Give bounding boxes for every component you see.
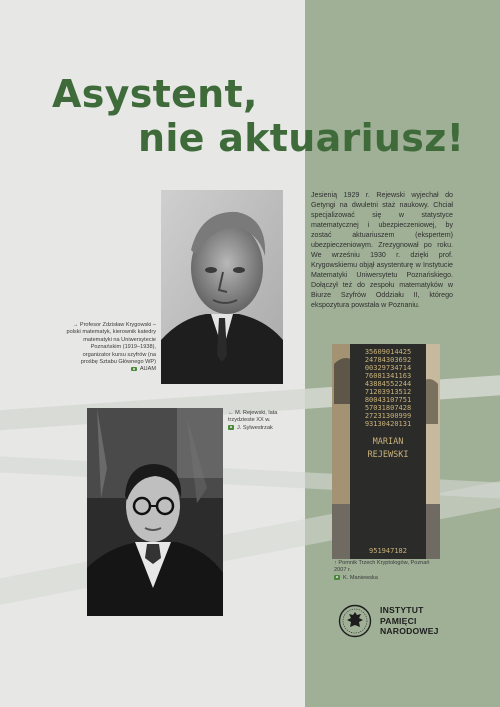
camera-icon [131, 367, 137, 372]
rejewski-portrait-image [87, 408, 223, 616]
eagle-emblem-icon [338, 604, 372, 638]
monument-digit-row: 00329734714 [364, 364, 412, 372]
krygowski-portrait-image [161, 190, 283, 384]
krygowski-caption [64, 322, 156, 374]
krygowski-credit: AUAM [139, 366, 156, 373]
rejewski-credit: J. Sylwestrzak [237, 424, 273, 431]
krygowski-caption-text: → Profesor Zdzisław Krygowski – polski matematyk, kierownik katedry matematyki na Uniwersytecie Poznańskim (1919–1938), organizator kursu szyfrów (na prośbę Sztabu Głównego WP) [66, 322, 156, 366]
monument-digit-row: 76081341163 [364, 372, 412, 380]
monument-digit-row: 43884552244 [364, 380, 412, 388]
body-paragraph: Jesienią 1929 r. Rejewski wyjechał do Getyngi na dwuletni staż naukowy. Chciał specjalizować się w statystyce matematycznej i ubezpieczeniowej, by zostać aktuariuszem (ekspertem) ubezpieczeniowym. Zrezygnował po roku. We wrześniu 1930 r. dzięki prof. Krygowskiemu objął asystenturę w Instytucie Matematyki Uniwersytetu Poznańskiego. Dołączył też do zespołu matematyków w Biurze Szyfrów Oddziału II, którego ekspozytura powstała w Poznaniu. [311, 191, 453, 309]
rejewski-caption-text: ← M. Rejewski, lata trzydzieste XX w. [228, 410, 278, 424]
monument-bottom-digits: 951947182 [369, 547, 407, 555]
camera-icon [334, 575, 340, 580]
monument-digit-row: 35609014425 [364, 348, 412, 356]
logo-line-1: INSTYTUT [380, 605, 424, 616]
rejewski-caption [228, 410, 304, 432]
title-line-2: nie aktuariusz! [138, 116, 465, 160]
monument-inscription-line1: MARIAN [372, 437, 404, 447]
monument-photo [332, 344, 440, 559]
krygowski-portrait-photo [161, 190, 283, 384]
logo-line-3: NARODOWEJ [380, 626, 439, 637]
monument-digit-row: 80043107751 [364, 396, 412, 404]
monument-image [332, 344, 440, 559]
monument-digit-row: 27231300999 [364, 412, 412, 420]
logo-line-2: PAMIĘCI [380, 615, 417, 626]
monument-digit-row: 93130420131 [364, 420, 412, 428]
monument-digit-row: 71203913512 [364, 388, 412, 396]
monument-credit: K. Maniewska [343, 574, 378, 581]
camera-icon [228, 425, 234, 430]
monument-digit-row: 57031807428 [364, 404, 412, 412]
monument-inscription-line2: REJEWSKI [367, 450, 409, 460]
monument-digit-row: 24784303692 [364, 356, 412, 364]
rejewski-portrait-photo [87, 408, 223, 616]
monument-caption [334, 560, 430, 582]
monument-caption-text: ↑ Pomnik Trzech Kryptologów, Poznań 2007 r. [334, 560, 430, 574]
ipn-logo [338, 604, 439, 638]
title-line-1: Asystent, [52, 72, 258, 116]
page-title [52, 72, 472, 160]
